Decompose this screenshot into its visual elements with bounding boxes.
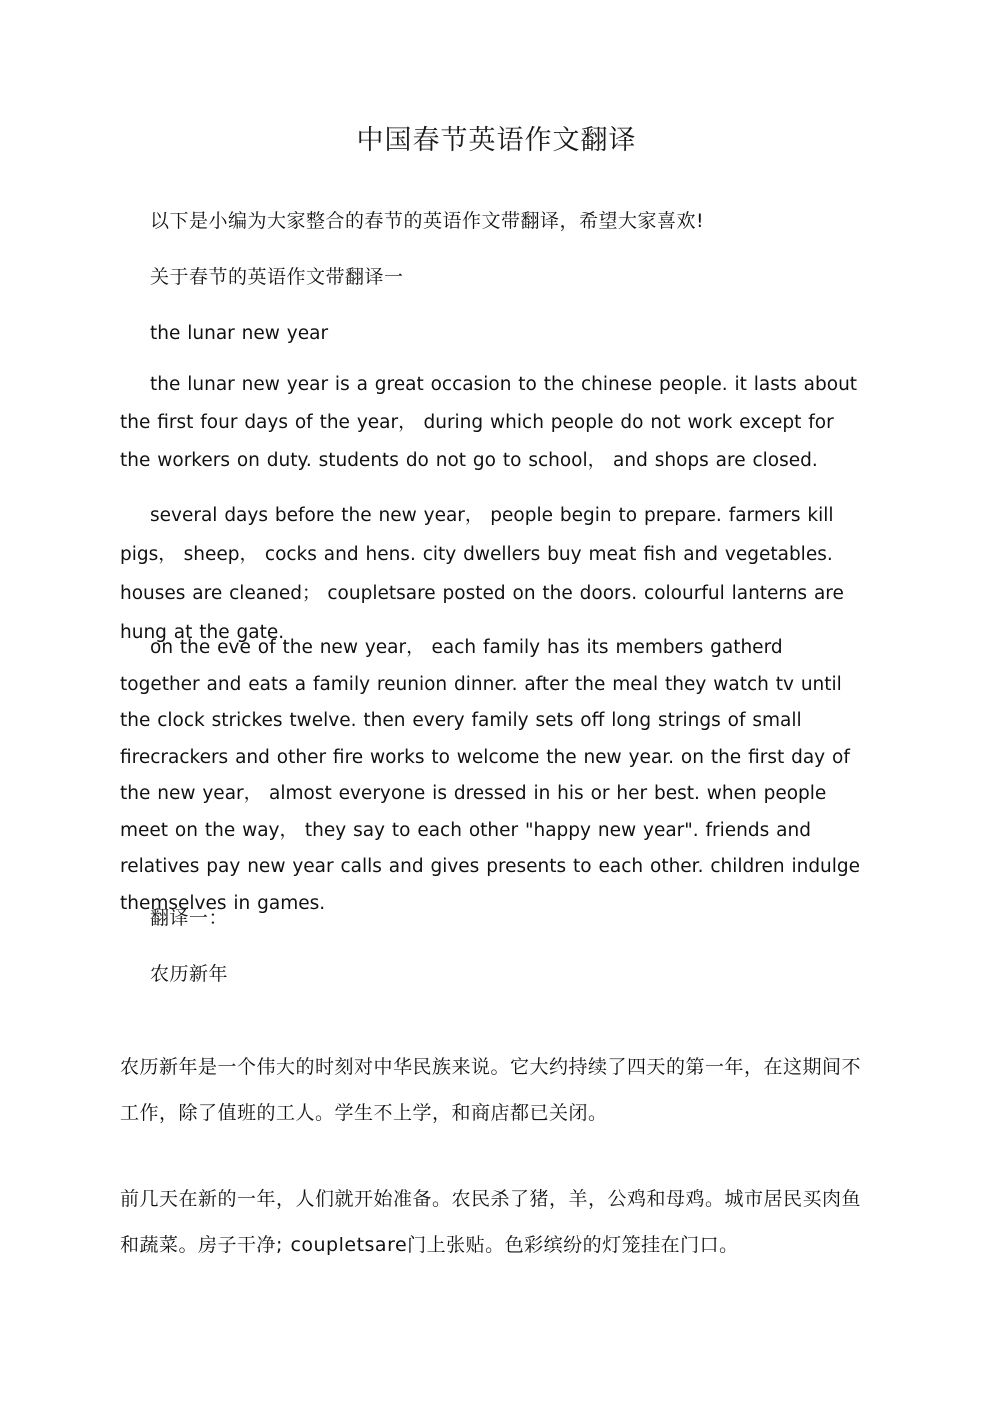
essay-paragraph-3: on the eve of the new year， each family has its members gatherd together and eats a family reunion dinner. after the meal they watch tv until the clock strickes twelve. then every family sets off long strings of small firecrackers and other fire works to welcome the new year. on the first day of the new year， almost everyone is dressed in his or her best. when people meet on the way， they say to each other "happy new year". friends and relatives pay new year calls and gives presents to each other. children indulge themselves in games. bbox=[120, 637, 861, 914]
document-title: 中国春节英语作文翻译 bbox=[356, 125, 637, 156]
translation-paragraph-1: 农历新年是一个伟大的时刻对中华民族来说。它大约持续了四天的第一年，在这期间不工作，除了值班的工人。学生不上学，和商店都已关闭。 bbox=[120, 1056, 862, 1124]
essay-paragraph-2: several days before the new year， people begin to prepare. farmers kill pigs， sheep， cocks and hens. city dwellers buy meat fish and vegetables. houses are cleaned； coupletsare posted on the doors. colourful lanterns are hung at the gate. bbox=[120, 505, 844, 643]
translation-heading: 翻译一： bbox=[150, 907, 229, 929]
section-heading: 关于春节的英语作文带翻译一 bbox=[150, 266, 404, 288]
translation-paragraph-2: 前几天在新的一年，人们就开始准备。农民杀了猪，羊，公鸡和母鸡。城市居民买肉鱼和蔬菜。房子干净; coupletsare门上张贴。色彩缤纷的灯笼挂在门口。 bbox=[120, 1188, 862, 1256]
essay-paragraph-1: the lunar new year is a great occasion to the chinese people. it lasts about the first four days of the year， during which people do not work except for the workers on duty. students do not go to school， and shops are closed. bbox=[120, 374, 858, 471]
intro-paragraph: 以下是小编为大家整合的春节的英语作文带翻译，希望大家喜欢! bbox=[150, 210, 705, 232]
translation-title: 农历新年 bbox=[150, 963, 229, 985]
essay-title: the lunar new year bbox=[150, 323, 329, 344]
